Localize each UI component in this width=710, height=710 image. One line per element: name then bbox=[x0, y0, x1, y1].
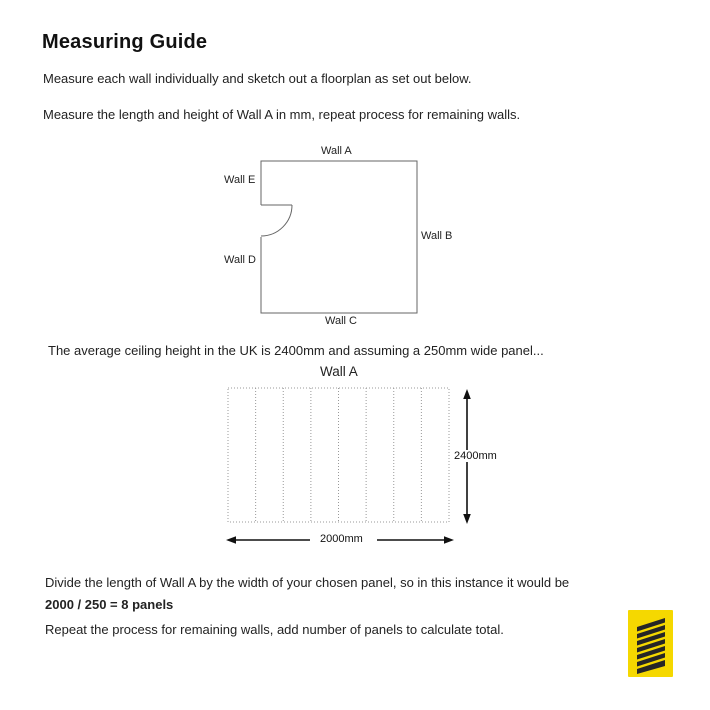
intro-line-1: Measure each wall individually and sketch out a floorplan as set out below. bbox=[43, 71, 472, 86]
width-dimension-label: 2000mm bbox=[320, 533, 363, 545]
stacked-panels-logo bbox=[628, 610, 673, 677]
floorplan-wall-c-label: Wall C bbox=[325, 315, 357, 327]
floorplan-wall-a-label: Wall A bbox=[321, 145, 352, 157]
calc-line-2: Repeat the process for remaining walls, add number of panels to calculate total. bbox=[45, 622, 504, 637]
floorplan-walls bbox=[261, 161, 417, 313]
calc-line-1: Divide the length of Wall A by the width of your chosen panel, so in this instance it would be bbox=[45, 575, 570, 590]
intro-line-2: Measure the length and height of Wall A in mm, repeat process for remaining walls. bbox=[43, 107, 521, 122]
floorplan-wall-b-label: Wall B bbox=[421, 230, 453, 242]
page-title: Measuring Guide bbox=[42, 31, 208, 53]
height-dimension-label: 2400mm bbox=[454, 450, 497, 462]
door-swing-arc bbox=[261, 205, 292, 236]
panel-diagram-title: Wall A bbox=[320, 364, 358, 379]
panel-diagram-svg bbox=[220, 383, 485, 555]
floorplan-wall-e-label: Wall E bbox=[224, 174, 256, 186]
calc-formula: 2000 / 250 = 8 panels bbox=[45, 597, 174, 612]
panel-dividers bbox=[256, 388, 422, 522]
floorplan-wall-d-label: Wall D bbox=[224, 254, 256, 266]
ceiling-note: The average ceiling height in the UK is 2400mm and assuming a 250mm wide panel... bbox=[48, 343, 544, 358]
